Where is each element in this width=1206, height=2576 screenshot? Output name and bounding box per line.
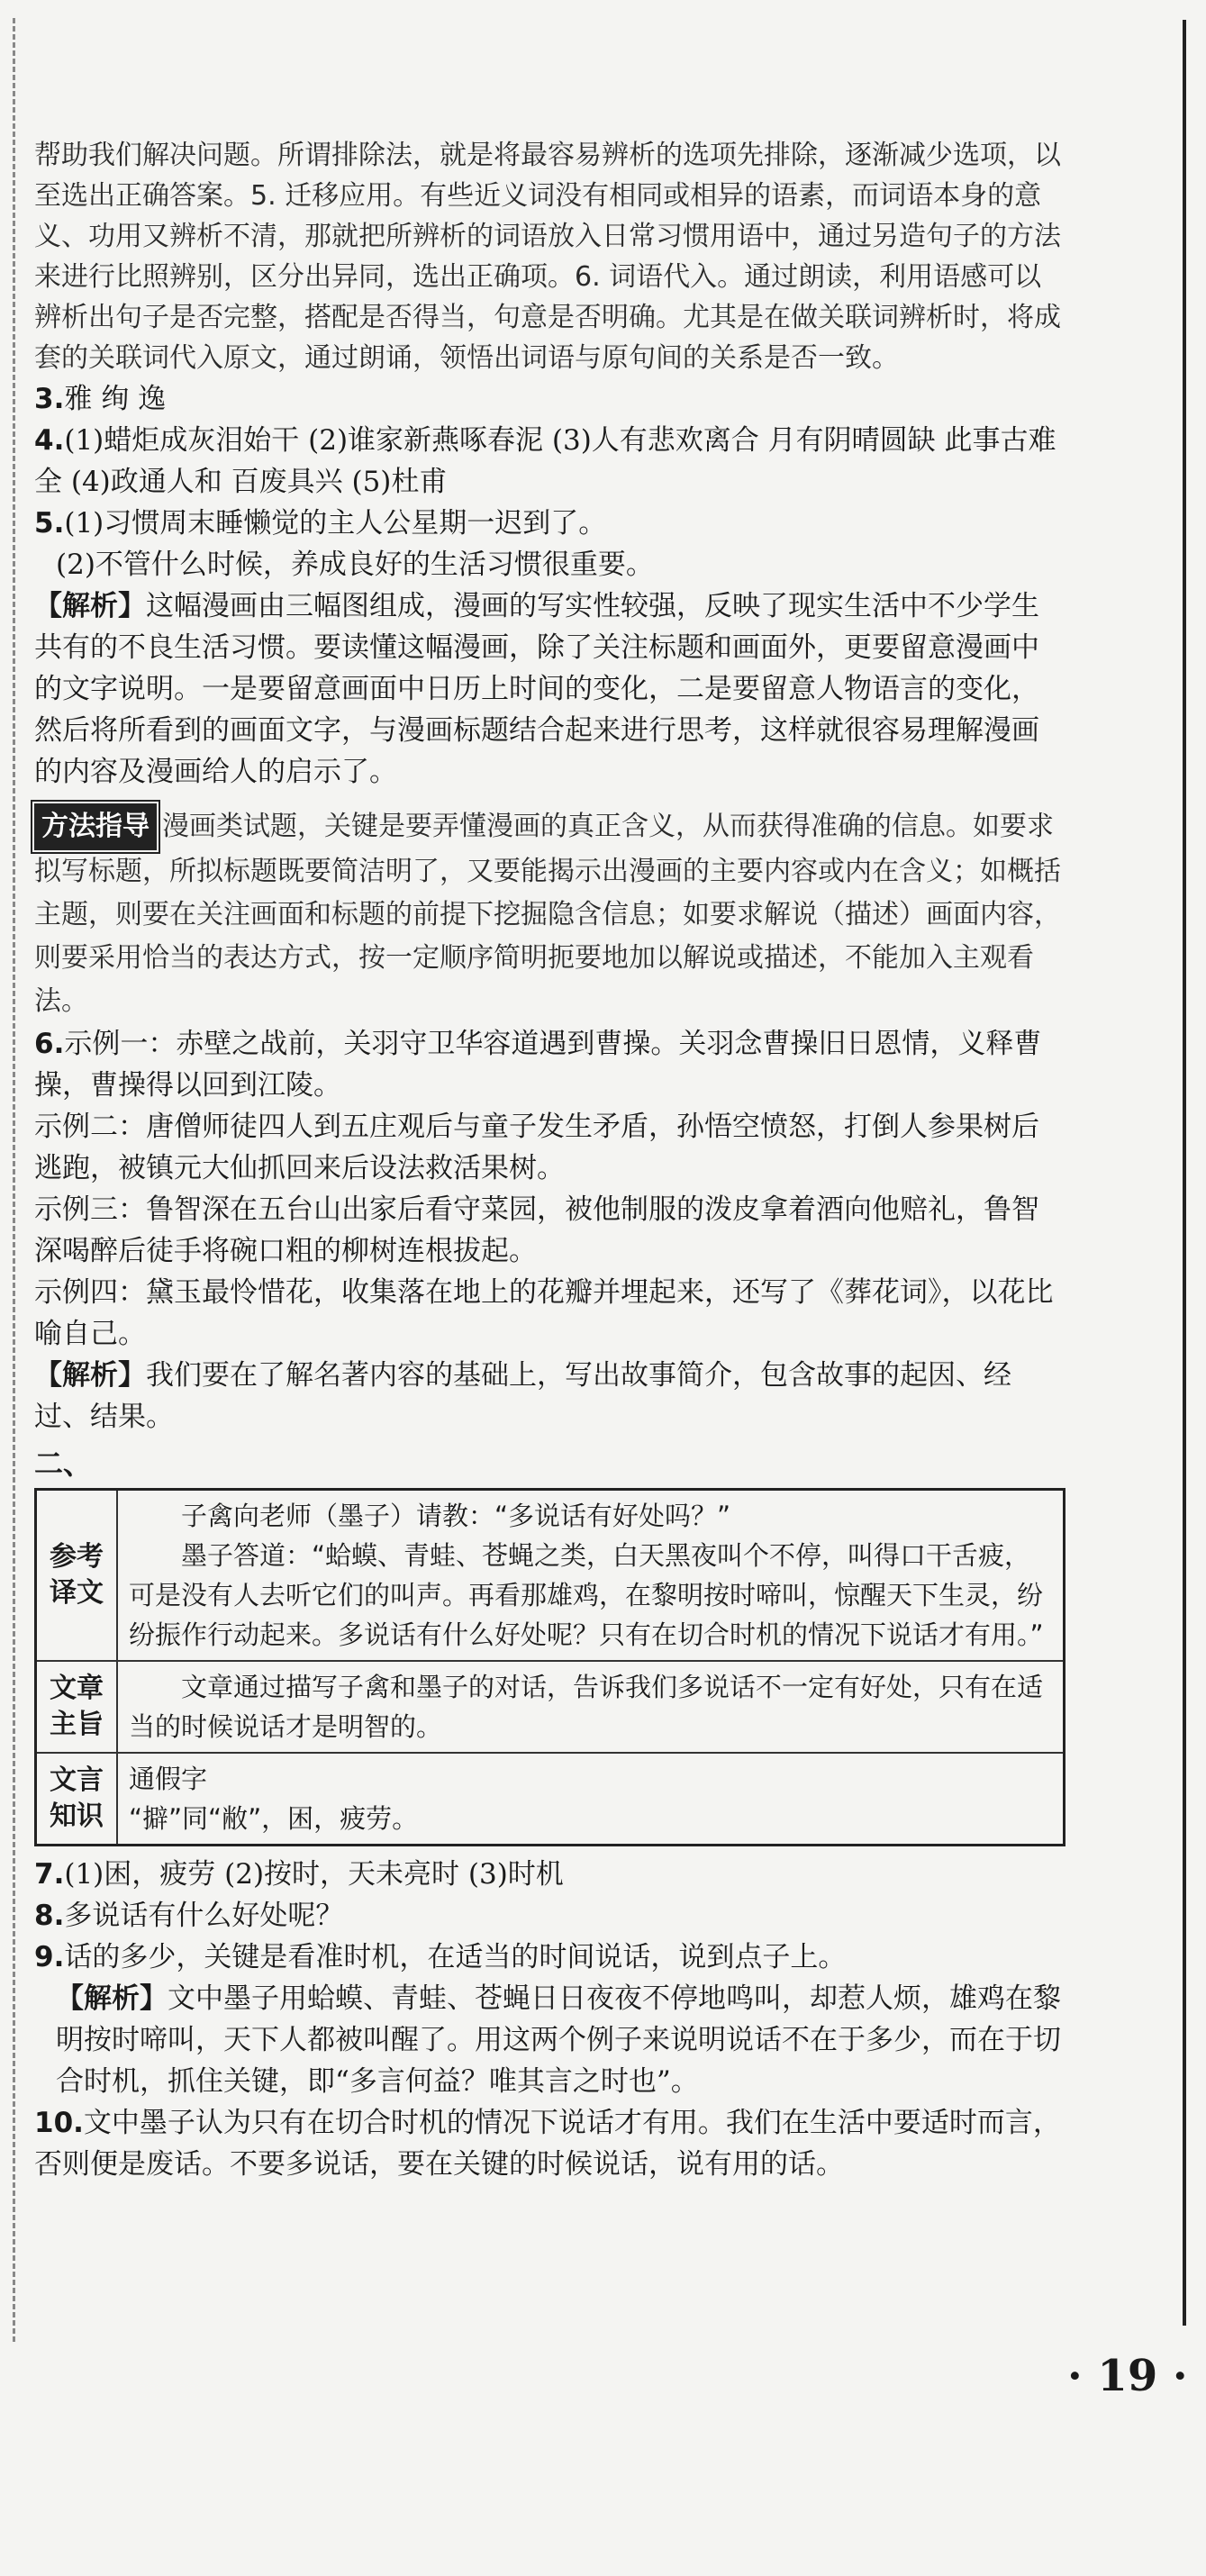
translation-line-2: 墨子答道：“蛤蟆、青蛙、苍蝇之类，白天黑夜叫个不停，叫得口干舌疲，可是没有人去听它们的叫声。再看那雄鸡，在黎明按时啼叫，惊醒天下生灵，纷纷振作行动起来。多说话有什么好处呢？只有在切合时机的情况下说话才有用。” [129, 1540, 1044, 1650]
question-5-number: 5. [34, 507, 65, 540]
table-row-head: 参考译文 [36, 1490, 118, 1662]
method-tip [34, 803, 1065, 1023]
question-6-example-4: 示例四：黛玉最怜惜花，收集落在地上的花瓣并埋起来，还写了《葬花词》，以花比喻自己。 [34, 1276, 1054, 1350]
analysis-tag: 【解析】 [34, 1359, 146, 1392]
question-8-number: 8. [34, 1900, 65, 1932]
method-tip-text: 漫画类试题，关键是要弄懂漫画的真正含义，从而获得准确的信息。如要求拟写标题，所拟标题既要简洁明了，又要能揭示出漫画的主要内容或内在含义；如概括主题，则要在关注画面和标题的前提下挖掘隐含信息；如要求解说（描述）画面内容，则要采用恰当的表达方式，按一定顺序简明扼要地加以解说或描述，不能加入主观看法。 [34, 811, 1061, 1017]
answer-content [34, 135, 1065, 2185]
question-5-answer-1: (1)习惯周末睡懒觉的主人公星期一迟到了。 [64, 507, 607, 540]
question-8-answer: 多说话有什么好处呢？ [64, 1900, 344, 1932]
question-6-analysis-text: 我们要在了解名著内容的基础上，写出故事简介，包含故事的起因、经过、结果。 [34, 1359, 1011, 1433]
question-6-example-3: 示例三：鲁智深在五台山出家后看守菜园，被他制服的泼皮拿着酒向他赔礼，鲁智深喝醉后徒手将碗口粗的柳树连根拔起。 [34, 1193, 1039, 1267]
table-row-head: 文言知识 [36, 1753, 118, 1846]
question-6-analysis [34, 1355, 1065, 1438]
question-4-number: 4. [34, 424, 65, 457]
analysis-tag: 【解析】 [56, 1982, 168, 2015]
page-edge-line [1183, 20, 1186, 2326]
question-5-answer-2: (2)不管什么时候，养成良好的生活习惯很重要。 [56, 549, 654, 581]
table-row-body [117, 1490, 1065, 1662]
method-tip-label: 方法指导 [34, 803, 157, 850]
question-9-number: 9. [34, 1941, 65, 1973]
question-3 [34, 378, 1065, 420]
question-10-answer: 文中墨子认为只有在切合时机的情况下说话才有用。我们在生活中要适时而言，否则便是废话。不要多说话，要在关键的时候说话，说有用的话。 [34, 2107, 1061, 2181]
section-2-heading: 二、 [34, 1447, 93, 1481]
question-5-analysis [34, 585, 1065, 793]
question-9-analysis [34, 1978, 1065, 2102]
question-10 [34, 2102, 1065, 2185]
question-9-answer: 话的多少，关键是看准时机，在适当的时间说话，说到点子上。 [64, 1941, 847, 1973]
question-10-number: 10. [34, 2107, 84, 2139]
analysis-tag: 【解析】 [34, 590, 146, 622]
question-6-example-2: 示例二：唐僧师徒四人到五庄观后与童子发生矛盾，孙悟空愤怒，打倒人参果树后逃跑，被镇元大仙抓回来后设法救活果树。 [34, 1111, 1039, 1184]
question-4 [34, 420, 1065, 503]
question-6-number: 6. [34, 1028, 65, 1060]
knowledge-line-1: 通假字 [129, 1764, 208, 1794]
knowledge-line-2: “擗”同“敝”，困，疲劳。 [129, 1803, 419, 1834]
question-6-example-1: 示例一：赤壁之战前，关羽守卫华容道遇到曹操。关羽念曹操旧日恩情，义释曹操，曹操得以回到江陵。 [34, 1028, 1042, 1102]
question-7-number: 7. [34, 1858, 65, 1891]
table-row-body [117, 1753, 1065, 1846]
table-row-head: 文章主旨 [36, 1661, 118, 1753]
intro-paragraph: 帮助我们解决问题。所谓排除法，就是将最容易辨析的选项先排除，逐渐减少选项，以至选出正确答案。5. 迁移应用。有些近义词没有相同或相异的语素，而词语本身的意义、功用又辨析不清，那就把所辨析的词语放入日常习惯用语中，通过另造句子的方法来进行比照辨别，区分出异同，选出正确项。6. 词语代入。通过朗读，利用语感可以辨析出句子是否完整，搭配是否得当，句意是否明确。尤其是在做关联词辨析时，将成套的关联词代入原文，通过朗诵，领悟出词语与原句间的关系是否一致。 [34, 140, 1061, 374]
question-8 [34, 1895, 1065, 1937]
question-3-number: 3. [34, 383, 65, 415]
question-3-answer: 雅 绚 逸 [64, 383, 167, 415]
table-row-body [117, 1661, 1065, 1753]
question-6 [34, 1023, 1065, 1106]
theme-line: 文章通过描写子禽和墨子的对话，告诉我们多说话不一定有好处，只有在适当的时候说话才是明智的。 [129, 1672, 1044, 1742]
question-9-analysis-text: 文中墨子用蛤蟆、青蛙、苍蝇日日夜夜不停地鸣叫，却惹人烦，雄鸡在黎明按时啼叫，天下人都被叫醒了。用这两个例子来说明说话不在于多少，而在于切合时机，抓住关键，即“多言何益？唯其言之时也”。 [56, 1982, 1061, 2098]
question-5-analysis-text: 这幅漫画由三幅图组成，漫画的写实性较强，反映了现实生活中不少学生共有的不良生活习惯。要读懂这幅漫画，除了关注标题和画面外，更要留意漫画中的文字说明。一是要留意画面中日历上时间的变化，二是要留意人物语言的变化，然后将所看到的画面文字，与漫画标题结合起来进行思考，这样就很容易理解漫画的内容及漫画给人的启示了。 [34, 590, 1039, 788]
table-row [36, 1661, 1065, 1753]
table-row [36, 1490, 1065, 1662]
table-row [36, 1753, 1065, 1846]
question-4-answer: (1)蜡炬成灰泪始干 (2)谁家新燕啄春泥 (3)人有悲欢离合 月有阴晴圆缺 此事古难全 (4)政通人和 百废具兴 (5)杜甫 [34, 424, 1056, 498]
question-7 [34, 1854, 1065, 1895]
binding-dashed-line [13, 18, 15, 2342]
question-9 [34, 1937, 1065, 1978]
page-number: · 19 · [1067, 2351, 1188, 2401]
translation-line-1: 子禽向老师（墨子）请教：“多说话有好处吗？” [181, 1501, 731, 1531]
reference-table [34, 1488, 1065, 1846]
question-7-answer: (1)困，疲劳 (2)按时，天未亮时 (3)时机 [64, 1858, 564, 1891]
question-5 [34, 503, 1065, 544]
